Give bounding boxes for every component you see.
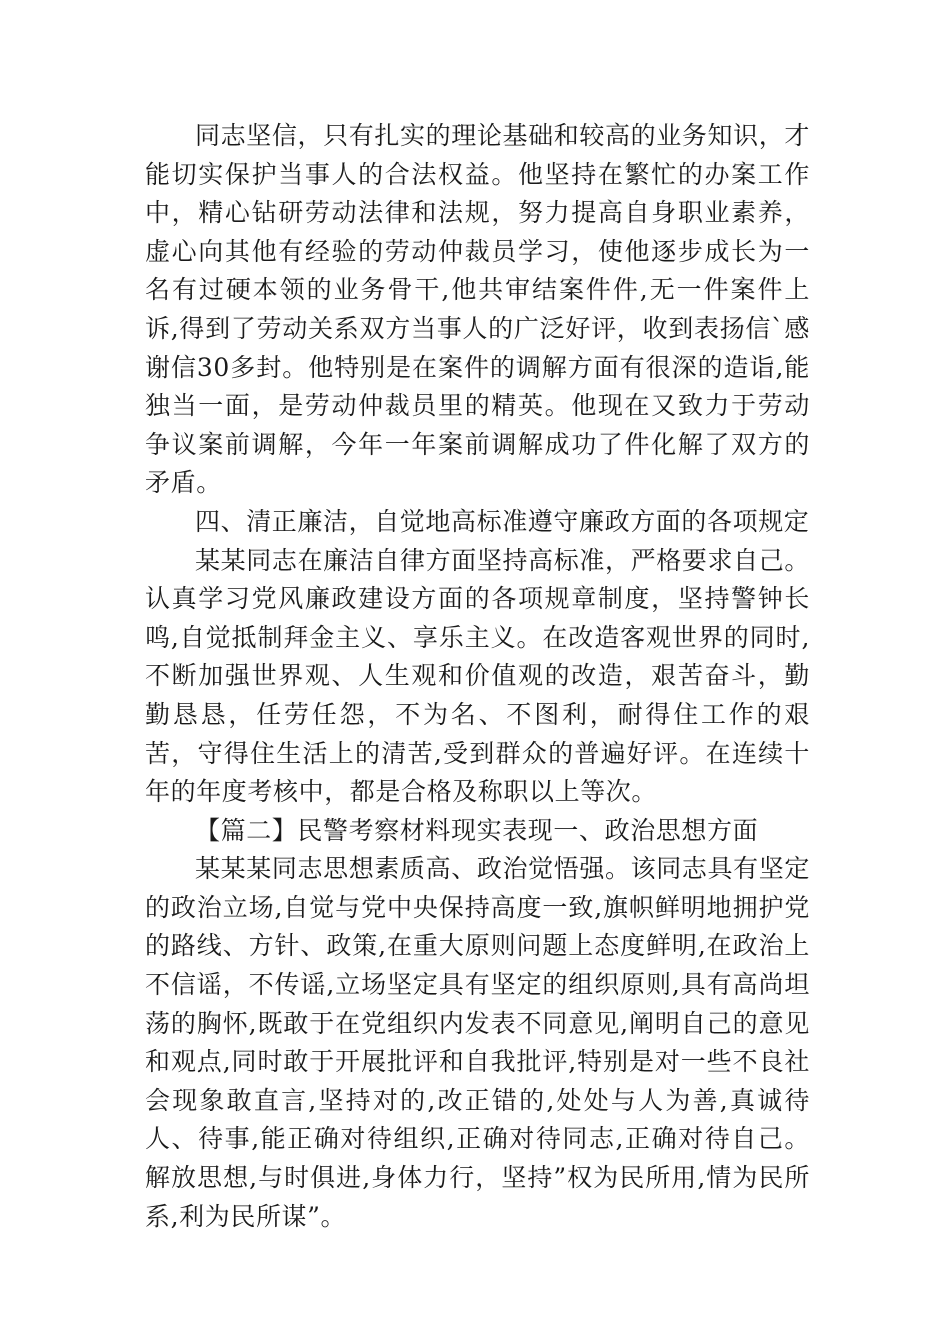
document-body: [145, 117, 810, 1236]
section-heading-4: 四、清正廉洁，自觉地高标准遵守廉政方面的各项规定: [195, 506, 810, 536]
article-heading-2: 【篇二】民警考察材料现实表现一、政治思想方面: [195, 815, 759, 845]
paragraph-2: 某某同志在廉洁自律方面坚持高标准，严格要求自己。认真学习党风廉政建设方面的各项规章制度，坚持警钟长鸣,自觉抵制拜金主义、享乐主义。在改造客观世界的同时,不断加强世界观、人生观和价值观的改造，艰苦奋斗，勤勤恳恳，任劳任怨，不为名、不图利，耐得住工作的艰苦，守得住生活上的清苦,受到群众的普遍好评。在连续十年的年度考核中，都是合格及称职以上等次。: [145, 545, 810, 807]
paragraph-1: 同志坚信，只有扎实的理论基础和较高的业务知识，才能切实保护当事人的合法权益。他坚持在繁忙的办案工作中，精心钻研劳动法律和法规，努力提高自身职业素养，虚心向其他有经验的劳动仲裁员学习，使他逐步成长为一名有过硬本领的业务骨干,他共审结案件件,无一件案件上诉,得到了劳动关系双方当事人的广泛好评，收到表扬信`感谢信30多封。他特别是在案件的调解方面有很深的造诣,能独当一面，是劳动仲裁员里的精英。他现在又致力于劳动争议案前调解，今年一年案前调解成功了件化解了双方的矛盾。: [145, 121, 810, 498]
paragraph-3: 某某某同志思想素质高、政治觉悟强。该同志具有坚定的政治立场,自觉与党中央保持高度一致,旗帜鲜明地拥护党的路线、方针、政策,在重大原则问题上态度鲜明,在政治上不信谣，不传谣,立场坚定具有坚定的组织原则,具有高尚坦荡的胸怀,既敢于在党组织内发表不同意见,阐明自己的意见和观点,同时敢于开展批评和自我批评,特别是对一些不良社会现象敢直言,坚持对的,改正错的,处处与人为善,真诚待人、待事,能正确对待组织,正确对待同志,正确对待自己。解放思想,与时俱进,身体力行，坚持”权为民所用,情为民所系,利为民所谋”。: [145, 854, 810, 1231]
